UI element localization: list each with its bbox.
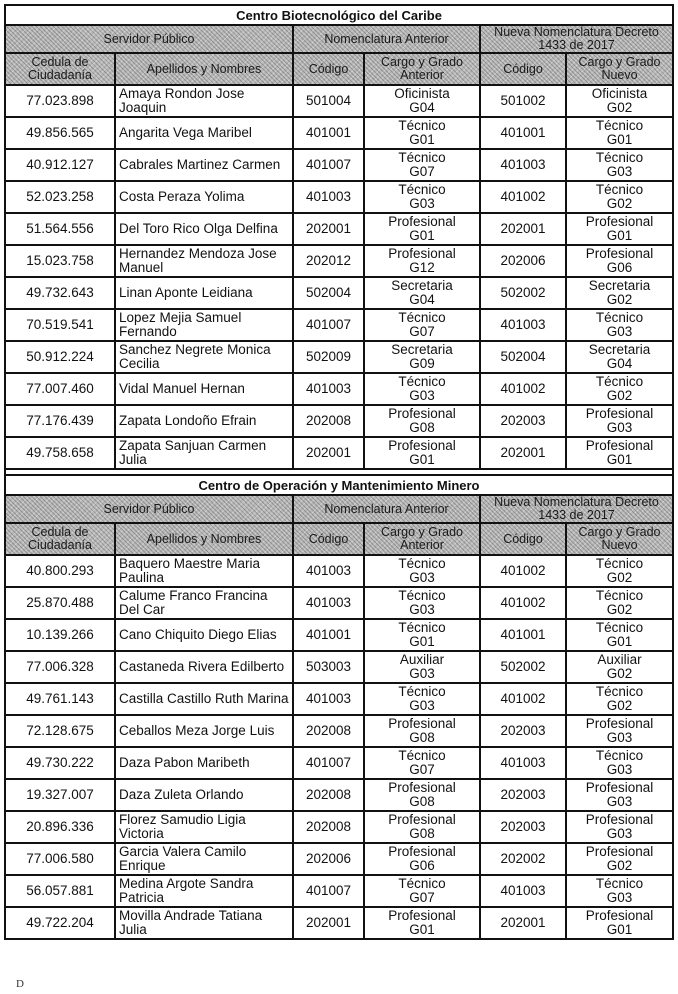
codigo-nuevo-cell: 202001 xyxy=(480,437,566,469)
cargo-anterior-cell xyxy=(364,811,480,843)
cedula-cell: 77.006.580 xyxy=(5,843,115,875)
cargo-nuevo-cell xyxy=(566,149,673,181)
codigo-anterior-cell: 503003 xyxy=(293,651,364,683)
codigo-anterior-cell: 401003 xyxy=(293,555,364,587)
cargo-nuevo-cell xyxy=(566,181,673,213)
codigo-anterior-cell: 401003 xyxy=(293,181,364,213)
header-servidor: Servidor Público xyxy=(5,495,293,523)
codigo-anterior-cell: 202001 xyxy=(293,437,364,469)
grado-anterior: G03 xyxy=(409,666,435,681)
cargo-nuevo: Técnico xyxy=(595,182,644,197)
header-cargo-anterior: Cargo y Grado Anterior xyxy=(364,53,480,85)
section-title-row xyxy=(5,475,673,495)
cargo-anterior: Profesional xyxy=(388,844,456,859)
cargo-nuevo-cell xyxy=(566,117,673,149)
cargo-anterior-cell xyxy=(364,907,480,939)
cargo-anterior-cell xyxy=(364,405,480,437)
table-row xyxy=(5,405,673,437)
codigo-anterior-cell: 401003 xyxy=(293,373,364,405)
cargo-anterior-cell xyxy=(364,875,480,907)
grado-anterior: G07 xyxy=(409,890,435,905)
grado-anterior: G08 xyxy=(409,420,435,435)
cargo-nuevo-cell xyxy=(566,341,673,373)
header-cedula: Cedula de Ciudadanía xyxy=(5,53,115,85)
grado-anterior: G07 xyxy=(409,762,435,777)
cedula-cell: 40.912.127 xyxy=(5,149,115,181)
cargo-anterior-cell xyxy=(364,245,480,277)
codigo-nuevo-cell: 502002 xyxy=(480,651,566,683)
nombre-cell: Daza Pabon Maribeth xyxy=(115,747,293,779)
nombre-cell: Zapata Sanjuan Carmen Julia xyxy=(115,437,293,469)
codigo-nuevo-cell: 401002 xyxy=(480,683,566,715)
cargo-nuevo: Técnico xyxy=(595,556,644,571)
document-page xyxy=(4,4,672,940)
table-row xyxy=(5,683,673,715)
grado-anterior: G08 xyxy=(409,794,435,809)
cargo-anterior-cell xyxy=(364,747,480,779)
codigo-nuevo-cell: 401003 xyxy=(480,309,566,341)
cargo-anterior: Técnico xyxy=(398,118,446,133)
cargo-anterior: Profesional xyxy=(388,812,456,827)
codigo-anterior-cell: 401007 xyxy=(293,149,364,181)
cargo-anterior: Técnico xyxy=(398,556,446,571)
table-row xyxy=(5,875,673,907)
cargo-nuevo: Profesional xyxy=(585,438,654,453)
cargo-anterior: Técnico xyxy=(398,150,446,165)
personnel-table xyxy=(4,4,674,940)
table-row xyxy=(5,811,673,843)
codigo-nuevo-cell: 401002 xyxy=(480,373,566,405)
table-row xyxy=(5,373,673,405)
cargo-nuevo-cell xyxy=(566,715,673,747)
cargo-nuevo: Secretaria xyxy=(588,278,651,293)
codigo-anterior-cell: 401003 xyxy=(293,587,364,619)
nombre-cell: Amaya Rondon Jose Joaquin xyxy=(115,85,293,117)
header-cedula: Cedula de Ciudadanía xyxy=(5,523,115,555)
cargo-nuevo: Técnico xyxy=(595,310,644,325)
grado-nuevo: G01 xyxy=(606,452,633,467)
cargo-anterior: Profesional xyxy=(388,246,456,261)
cargo-nuevo: Técnico xyxy=(595,684,644,699)
cargo-anterior-cell xyxy=(364,149,480,181)
cedula-cell: 77.176.439 xyxy=(5,405,115,437)
codigo-nuevo-cell: 202006 xyxy=(480,245,566,277)
cargo-anterior-cell xyxy=(364,117,480,149)
cargo-nuevo-cell xyxy=(566,245,673,277)
cargo-anterior-cell xyxy=(364,843,480,875)
cargo-nuevo-cell xyxy=(566,309,673,341)
cargo-anterior: Profesional xyxy=(388,716,456,731)
codigo-anterior-cell: 202006 xyxy=(293,843,364,875)
grado-nuevo: G02 xyxy=(606,100,633,115)
cedula-cell: 49.732.643 xyxy=(5,277,115,309)
grado-nuevo: G01 xyxy=(606,922,633,937)
table-row xyxy=(5,747,673,779)
grado-nuevo: G01 xyxy=(606,132,633,147)
header-cargo-nuevo: Cargo y Grado Nuevo xyxy=(566,523,673,555)
cargo-nuevo: Profesional xyxy=(585,716,654,731)
cedula-cell: 49.730.222 xyxy=(5,747,115,779)
cedula-cell: 50.912.224 xyxy=(5,341,115,373)
nombre-cell: Movilla Andrade Tatiana Julia xyxy=(115,907,293,939)
table-row xyxy=(5,341,673,373)
cargo-anterior: Técnico xyxy=(398,588,446,603)
header-codigo: Código xyxy=(293,53,364,85)
header-nomenclatura-anterior: Nomenclatura Anterior xyxy=(293,25,480,53)
nombre-cell: Angarita Vega Maribel xyxy=(115,117,293,149)
codigo-nuevo-cell: 401002 xyxy=(480,555,566,587)
cargo-anterior-cell xyxy=(364,683,480,715)
cargo-nuevo-cell xyxy=(566,811,673,843)
cargo-anterior-cell xyxy=(364,213,480,245)
cargo-anterior-cell xyxy=(364,779,480,811)
grado-anterior: G07 xyxy=(409,164,435,179)
cargo-nuevo: Profesional xyxy=(585,812,654,827)
cedula-cell: 51.564.556 xyxy=(5,213,115,245)
cargo-anterior: Oficinista xyxy=(394,86,450,101)
cargo-anterior-cell xyxy=(364,181,480,213)
grado-nuevo: G03 xyxy=(606,826,633,841)
grado-anterior: G04 xyxy=(409,292,435,307)
table-row xyxy=(5,117,673,149)
cargo-nuevo: Técnico xyxy=(595,150,644,165)
table-row xyxy=(5,277,673,309)
header-codigo-nuevo: Código xyxy=(480,523,566,555)
grado-anterior: G03 xyxy=(409,388,435,403)
table-row xyxy=(5,587,673,619)
grado-nuevo: G03 xyxy=(606,324,633,339)
grado-nuevo: G02 xyxy=(606,196,633,211)
grado-anterior: G03 xyxy=(409,698,435,713)
cargo-anterior-cell xyxy=(364,309,480,341)
table-row xyxy=(5,555,673,587)
header-cargo-nuevo: Cargo y Grado Nuevo xyxy=(566,53,673,85)
cedula-cell: 77.023.898 xyxy=(5,85,115,117)
codigo-nuevo-cell: 401003 xyxy=(480,149,566,181)
cargo-nuevo-cell xyxy=(566,213,673,245)
codigo-nuevo-cell: 202001 xyxy=(480,213,566,245)
cedula-cell: 19.327.007 xyxy=(5,779,115,811)
cargo-anterior-cell xyxy=(364,619,480,651)
table-row xyxy=(5,779,673,811)
cargo-nuevo: Técnico xyxy=(595,118,644,133)
grado-nuevo: G03 xyxy=(606,762,633,777)
codigo-nuevo-cell: 202003 xyxy=(480,715,566,747)
codigo-anterior-cell: 202008 xyxy=(293,779,364,811)
grado-anterior: G01 xyxy=(409,132,435,147)
nombre-cell: Del Toro Rico Olga Delfina xyxy=(115,213,293,245)
grado-anterior: G01 xyxy=(409,922,435,937)
cargo-nuevo-cell xyxy=(566,779,673,811)
header-column-row xyxy=(5,53,673,85)
codigo-anterior-cell: 401007 xyxy=(293,309,364,341)
cargo-anterior-cell xyxy=(364,651,480,683)
grado-nuevo: G02 xyxy=(606,570,633,585)
table-row xyxy=(5,149,673,181)
codigo-anterior-cell: 202001 xyxy=(293,907,364,939)
cargo-nuevo: Técnico xyxy=(595,748,644,763)
cargo-anterior-cell xyxy=(364,587,480,619)
cargo-anterior: Auxiliar xyxy=(399,652,445,667)
cargo-anterior: Profesional xyxy=(388,214,456,229)
cedula-cell: 49.758.658 xyxy=(5,437,115,469)
cedula-cell: 77.006.328 xyxy=(5,651,115,683)
table-row xyxy=(5,437,673,469)
codigo-anterior-cell: 202008 xyxy=(293,811,364,843)
header-nombres: Apellidos y Nombres xyxy=(115,523,293,555)
grado-nuevo: G03 xyxy=(606,164,633,179)
codigo-nuevo-cell: 401001 xyxy=(480,619,566,651)
cargo-anterior-cell xyxy=(364,437,480,469)
cargo-anterior: Profesional xyxy=(388,438,456,453)
cargo-anterior: Técnico xyxy=(398,748,446,763)
grado-nuevo: G03 xyxy=(606,730,633,745)
cedula-cell: 72.128.675 xyxy=(5,715,115,747)
cargo-nuevo: Profesional xyxy=(585,214,654,229)
header-nueva-nomenclatura: Nueva Nomenclatura Decreto 1433 de 2017 xyxy=(480,25,673,53)
cargo-nuevo: Profesional xyxy=(585,246,654,261)
grado-anterior: G03 xyxy=(409,196,435,211)
nombre-cell: Daza Zuleta Orlando xyxy=(115,779,293,811)
codigo-nuevo-cell: 401003 xyxy=(480,747,566,779)
table-row xyxy=(5,213,673,245)
codigo-anterior-cell: 501004 xyxy=(293,85,364,117)
cargo-nuevo-cell xyxy=(566,437,673,469)
header-nomenclatura-anterior: Nomenclatura Anterior xyxy=(293,495,480,523)
codigo-nuevo-cell: 202003 xyxy=(480,811,566,843)
cargo-nuevo-cell xyxy=(566,875,673,907)
nombre-cell: Costa Peraza Yolima xyxy=(115,181,293,213)
cargo-nuevo: Profesional xyxy=(585,844,654,859)
codigo-anterior-cell: 202012 xyxy=(293,245,364,277)
cargo-anterior: Técnico xyxy=(398,684,446,699)
cargo-anterior: Técnico xyxy=(398,310,446,325)
cargo-nuevo-cell xyxy=(566,373,673,405)
cargo-anterior: Profesional xyxy=(388,780,456,795)
grado-nuevo: G03 xyxy=(606,794,633,809)
section-title-row xyxy=(5,5,673,25)
cedula-cell: 49.761.143 xyxy=(5,683,115,715)
codigo-nuevo-cell: 202001 xyxy=(480,907,566,939)
grado-nuevo: G02 xyxy=(606,698,633,713)
nombre-cell: Garcia Valera Camilo Enrique xyxy=(115,843,293,875)
codigo-anterior-cell: 401001 xyxy=(293,619,364,651)
cargo-nuevo-cell xyxy=(566,907,673,939)
grado-anterior: G08 xyxy=(409,826,435,841)
table-row xyxy=(5,715,673,747)
cargo-anterior: Profesional xyxy=(388,908,456,923)
nombre-cell: Florez Samudio Ligia Victoria xyxy=(115,811,293,843)
cargo-nuevo: Técnico xyxy=(595,588,644,603)
grado-nuevo: G03 xyxy=(606,890,633,905)
table-row xyxy=(5,907,673,939)
cargo-anterior: Técnico xyxy=(398,374,446,389)
cargo-nuevo-cell xyxy=(566,555,673,587)
nombre-cell: Castilla Castillo Ruth Marina xyxy=(115,683,293,715)
cedula-cell: 77.007.460 xyxy=(5,373,115,405)
table-row xyxy=(5,619,673,651)
cedula-cell: 49.722.204 xyxy=(5,907,115,939)
codigo-anterior-cell: 202008 xyxy=(293,715,364,747)
cedula-cell: 40.800.293 xyxy=(5,555,115,587)
cedula-cell: 52.023.258 xyxy=(5,181,115,213)
cargo-nuevo-cell xyxy=(566,651,673,683)
table-row xyxy=(5,651,673,683)
grado-anterior: G06 xyxy=(409,858,435,873)
codigo-anterior-cell: 202001 xyxy=(293,213,364,245)
nombre-cell: Linan Aponte Leidiana xyxy=(115,277,293,309)
grado-nuevo: G02 xyxy=(606,666,633,681)
codigo-anterior-cell: 202008 xyxy=(293,405,364,437)
grado-anterior: G01 xyxy=(409,452,435,467)
nombre-cell: Hernandez Mendoza Jose Manuel xyxy=(115,245,293,277)
grado-anterior: G08 xyxy=(409,730,435,745)
nombre-cell: Ceballos Meza Jorge Luis xyxy=(115,715,293,747)
nombre-cell: Vidal Manuel Hernan xyxy=(115,373,293,405)
cargo-nuevo: Profesional xyxy=(585,780,654,795)
cargo-anterior: Técnico xyxy=(398,876,446,891)
header-codigo: Código xyxy=(293,523,364,555)
cargo-nuevo: Profesional xyxy=(585,406,654,421)
table-row xyxy=(5,309,673,341)
cargo-anterior-cell xyxy=(364,341,480,373)
cargo-nuevo: Técnico xyxy=(595,374,644,389)
cargo-nuevo-cell xyxy=(566,405,673,437)
header-group-row xyxy=(5,495,673,523)
cargo-anterior: Secretaria xyxy=(391,278,453,293)
cargo-nuevo-cell xyxy=(566,619,673,651)
codigo-nuevo-cell: 202003 xyxy=(480,779,566,811)
footer-mark: D xyxy=(16,978,24,990)
header-codigo-nuevo: Código xyxy=(480,53,566,85)
grado-anterior: G01 xyxy=(409,228,435,243)
grado-nuevo: G03 xyxy=(606,420,633,435)
grado-anterior: G04 xyxy=(409,100,435,115)
nombre-cell: Lopez Mejia Samuel Fernando xyxy=(115,309,293,341)
cargo-anterior: Técnico xyxy=(398,182,446,197)
cargo-nuevo: Técnico xyxy=(595,620,644,635)
cargo-nuevo-cell xyxy=(566,683,673,715)
nombre-cell: Sanchez Negrete Monica Cecilia xyxy=(115,341,293,373)
codigo-nuevo-cell: 401003 xyxy=(480,875,566,907)
grado-nuevo: G04 xyxy=(606,356,633,371)
cargo-nuevo-cell xyxy=(566,747,673,779)
nombre-cell: Cano Chiquito Diego Elias xyxy=(115,619,293,651)
codigo-anterior-cell: 401001 xyxy=(293,117,364,149)
grado-anterior: G07 xyxy=(409,324,435,339)
codigo-nuevo-cell: 202003 xyxy=(480,405,566,437)
header-nombres: Apellidos y Nombres xyxy=(115,53,293,85)
cargo-nuevo-cell xyxy=(566,587,673,619)
codigo-anterior-cell: 401003 xyxy=(293,683,364,715)
cargo-nuevo: Secretaria xyxy=(588,342,651,357)
nombre-cell: Castaneda Rivera Edilberto xyxy=(115,651,293,683)
nombre-cell: Zapata Londoño Efrain xyxy=(115,405,293,437)
grado-nuevo: G02 xyxy=(606,858,633,873)
cargo-nuevo-cell xyxy=(566,85,673,117)
codigo-nuevo-cell: 501002 xyxy=(480,85,566,117)
table-row xyxy=(5,181,673,213)
table-row xyxy=(5,843,673,875)
cedula-cell: 20.896.336 xyxy=(5,811,115,843)
table-row xyxy=(5,245,673,277)
cedula-cell: 49.856.565 xyxy=(5,117,115,149)
cedula-cell: 25.870.488 xyxy=(5,587,115,619)
codigo-nuevo-cell: 401001 xyxy=(480,117,566,149)
section-title: Centro de Operación y Mantenimiento Minero xyxy=(5,475,673,495)
grado-nuevo: G06 xyxy=(606,260,633,275)
cargo-anterior-cell xyxy=(364,715,480,747)
codigo-anterior-cell: 502004 xyxy=(293,277,364,309)
nombre-cell: Cabrales Martinez Carmen xyxy=(115,149,293,181)
grado-nuevo: G02 xyxy=(606,388,633,403)
nombre-cell: Medina Argote Sandra Patricia xyxy=(115,875,293,907)
cargo-nuevo: Auxiliar xyxy=(597,652,642,667)
cargo-anterior-cell xyxy=(364,555,480,587)
codigo-anterior-cell: 502009 xyxy=(293,341,364,373)
cedula-cell: 10.139.266 xyxy=(5,619,115,651)
header-cargo-anterior: Cargo y Grado Anterior xyxy=(364,523,480,555)
codigo-nuevo-cell: 401002 xyxy=(480,587,566,619)
cargo-anterior-cell xyxy=(364,277,480,309)
cedula-cell: 15.023.758 xyxy=(5,245,115,277)
header-group-row xyxy=(5,25,673,53)
cargo-anterior: Secretaria xyxy=(391,342,453,357)
nombre-cell: Baquero Maestre Maria Paulina xyxy=(115,555,293,587)
header-nueva-nomenclatura: Nueva Nomenclatura Decreto 1433 de 2017 xyxy=(480,495,673,523)
cargo-anterior-cell xyxy=(364,85,480,117)
cargo-nuevo-cell xyxy=(566,843,673,875)
header-column-row xyxy=(5,523,673,555)
grado-nuevo: G01 xyxy=(606,634,633,649)
grado-anterior: G01 xyxy=(409,634,435,649)
cargo-nuevo-cell xyxy=(566,277,673,309)
grado-nuevo: G02 xyxy=(606,602,633,617)
codigo-nuevo-cell: 401002 xyxy=(480,181,566,213)
grado-anterior: G03 xyxy=(409,570,435,585)
nombre-cell: Calume Franco Francina Del Car xyxy=(115,587,293,619)
codigo-nuevo-cell: 502004 xyxy=(480,341,566,373)
codigo-nuevo-cell: 502002 xyxy=(480,277,566,309)
codigo-anterior-cell: 401007 xyxy=(293,747,364,779)
cargo-anterior: Técnico xyxy=(398,620,446,635)
table-row xyxy=(5,85,673,117)
cedula-cell: 56.057.881 xyxy=(5,875,115,907)
codigo-anterior-cell: 401007 xyxy=(293,875,364,907)
cedula-cell: 70.519.541 xyxy=(5,309,115,341)
grado-anterior: G03 xyxy=(409,602,435,617)
grado-anterior: G09 xyxy=(409,356,435,371)
section-title: Centro Biotecnológico del Caribe xyxy=(5,5,673,25)
grado-nuevo: G01 xyxy=(606,228,633,243)
grado-nuevo: G02 xyxy=(606,292,633,307)
grado-anterior: G12 xyxy=(409,260,435,275)
cargo-anterior-cell xyxy=(364,373,480,405)
codigo-nuevo-cell: 202002 xyxy=(480,843,566,875)
header-servidor: Servidor Público xyxy=(5,25,293,53)
cargo-nuevo: Oficinista xyxy=(591,86,648,101)
cargo-nuevo: Profesional xyxy=(585,908,654,923)
cargo-nuevo: Técnico xyxy=(595,876,644,891)
cargo-anterior: Profesional xyxy=(388,406,456,421)
